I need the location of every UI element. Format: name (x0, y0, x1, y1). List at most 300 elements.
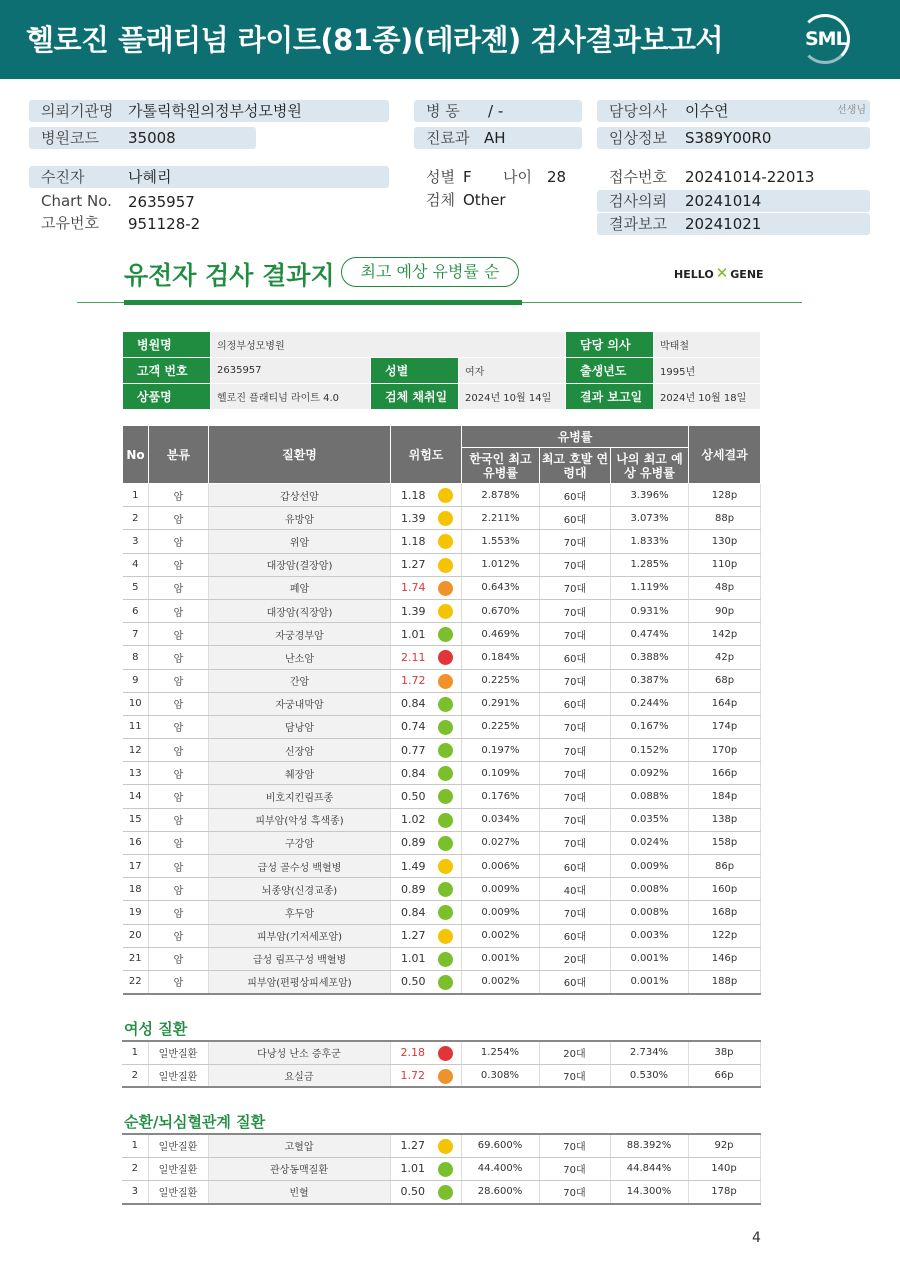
specimen-label: 검체 (426, 191, 455, 209)
row-korean-prevalence: 44.400% (461, 1157, 539, 1180)
info-value: 2024년 10월 18일 (654, 384, 761, 410)
table-row (122, 1134, 760, 1157)
risk-level-yellow-dot-icon (438, 488, 453, 503)
col-no: No (123, 426, 149, 484)
row-detail-page: 90p (689, 599, 761, 622)
row-disease: 급성 골수성 백혈병 (209, 855, 391, 878)
row-detail-page: 170p (689, 739, 761, 762)
risk-value: 0.50 (400, 1185, 425, 1199)
risk-value: 1.27 (401, 558, 426, 572)
risk-value: 0.74 (401, 720, 426, 734)
row-detail-page: 168p (689, 901, 761, 924)
row-my-prevalence: 0.530% (610, 1064, 688, 1087)
row-risk (390, 1134, 461, 1157)
row-my-prevalence: 0.387% (611, 669, 689, 692)
row-category: 암 (149, 739, 209, 762)
hellogene-logo (674, 264, 764, 282)
risk-level-red-dot-icon (438, 650, 453, 665)
row-my-prevalence: 0.008% (611, 878, 689, 901)
row-detail-page: 174p (689, 715, 761, 738)
row-peak-age: 70대 (540, 831, 611, 854)
table-row (123, 576, 761, 599)
row-category: 암 (149, 947, 209, 970)
info-key: 고객 번호 (123, 358, 211, 384)
row-korean-prevalence: 0.184% (462, 646, 540, 669)
row-number: 3 (122, 1180, 148, 1203)
row-category: 암 (149, 901, 209, 924)
row-peak-age: 60대 (540, 484, 611, 507)
row-korean-prevalence: 0.109% (462, 762, 540, 785)
institution-label: 의뢰기관명 (41, 102, 114, 120)
row-peak-age: 70대 (540, 576, 611, 599)
info-row (123, 332, 761, 358)
row-detail-page: 160p (689, 878, 761, 901)
risk-level-orange-dot-icon (438, 674, 453, 689)
institution-value: 가톨릭학원의정부성모병원 (128, 102, 302, 120)
risk-value: 0.84 (401, 766, 426, 780)
row-risk (391, 878, 462, 901)
row-korean-prevalence: 1.553% (462, 530, 540, 553)
report-value: 20241021 (685, 215, 762, 233)
row-number: 8 (123, 646, 149, 669)
ward-value: / - (488, 102, 504, 120)
row-my-prevalence: 0.167% (611, 715, 689, 738)
row-detail-page: 166p (689, 762, 761, 785)
clinical-field (597, 127, 870, 149)
table-row (123, 599, 761, 622)
row-risk (391, 599, 462, 622)
row-korean-prevalence: 0.027% (462, 831, 540, 854)
row-number: 17 (123, 855, 149, 878)
info-key: 출생년도 (566, 358, 654, 384)
row-category: 암 (149, 808, 209, 831)
row-category: 일반질환 (148, 1041, 208, 1064)
row-korean-prevalence: 0.643% (462, 576, 540, 599)
row-peak-age: 70대 (540, 715, 611, 738)
row-my-prevalence: 0.024% (611, 831, 689, 854)
row-korean-prevalence: 0.006% (462, 855, 540, 878)
row-number: 10 (123, 692, 149, 715)
row-my-prevalence: 0.092% (611, 762, 689, 785)
doctor-label: 담당의사 (609, 102, 667, 120)
row-risk (391, 924, 462, 947)
row-category: 암 (149, 623, 209, 646)
col-category: 분류 (149, 426, 209, 484)
report-header-bar (0, 0, 900, 79)
table-row (122, 1064, 760, 1087)
row-number: 21 (123, 947, 149, 970)
row-peak-age: 70대 (539, 1134, 610, 1157)
risk-level-green-dot-icon (438, 627, 453, 642)
risk-value: 1.01 (400, 1162, 425, 1176)
table-row (122, 1041, 760, 1064)
report-field (597, 213, 870, 235)
row-detail-page: 184p (689, 785, 761, 808)
row-peak-age: 70대 (539, 1157, 610, 1180)
row-peak-age: 60대 (540, 855, 611, 878)
row-peak-age: 70대 (539, 1064, 610, 1087)
patient-value: 나혜리 (128, 168, 172, 186)
table-row (123, 669, 761, 692)
row-risk (391, 646, 462, 669)
row-peak-age: 20대 (540, 947, 611, 970)
uid-value: 951128-2 (128, 215, 201, 233)
info-row (123, 384, 761, 410)
row-detail-page: 158p (689, 831, 761, 854)
risk-level-green-dot-icon (438, 975, 453, 990)
row-number: 11 (123, 715, 149, 738)
table-row (123, 507, 761, 530)
row-number: 3 (123, 530, 149, 553)
sml-logo-text: SML (805, 28, 847, 50)
row-number: 9 (123, 669, 149, 692)
row-my-prevalence: 3.396% (611, 484, 689, 507)
row-category: 암 (149, 646, 209, 669)
title-underline (124, 300, 522, 305)
table-row (123, 901, 761, 924)
table-row (122, 1157, 760, 1180)
info-row (123, 358, 761, 384)
row-disease: 담낭암 (209, 715, 391, 738)
clinical-value: S389Y00R0 (685, 129, 772, 147)
age-label: 나이 (503, 168, 532, 186)
row-korean-prevalence: 0.176% (462, 785, 540, 808)
recv-label: 접수번호 (609, 168, 667, 186)
hospcode-field (29, 127, 256, 149)
table-row (123, 692, 761, 715)
risk-value: 0.77 (401, 743, 426, 757)
row-category: 암 (149, 831, 209, 854)
req-label: 검사의뢰 (609, 192, 667, 210)
row-category: 암 (149, 878, 209, 901)
ward-field (414, 100, 582, 122)
row-disease: 간암 (209, 669, 391, 692)
doctor-suffix: 선생님 (837, 105, 866, 116)
hospcode-label: 병원코드 (41, 129, 99, 147)
risk-level-green-dot-icon (438, 766, 453, 781)
row-detail-page: 142p (689, 623, 761, 646)
row-number: 2 (122, 1064, 148, 1087)
row-number: 1 (123, 484, 149, 507)
row-peak-age: 60대 (540, 924, 611, 947)
row-peak-age: 60대 (540, 970, 611, 993)
info-key: 병원명 (123, 332, 211, 358)
row-category: 일반질환 (148, 1157, 208, 1180)
row-detail-page: 164p (689, 692, 761, 715)
row-peak-age: 70대 (540, 530, 611, 553)
table-row (123, 947, 761, 970)
row-category: 일반질환 (148, 1134, 208, 1157)
recv-value: 20241014-22013 (685, 168, 815, 186)
result-sheet-title: 유전자 검사 결과지 (124, 261, 335, 290)
row-risk (391, 507, 462, 530)
row-korean-prevalence: 1.254% (461, 1041, 539, 1064)
row-category: 일반질환 (148, 1180, 208, 1203)
patient-field (29, 166, 389, 188)
row-disease: 갑상선암 (209, 484, 391, 507)
row-my-prevalence: 0.931% (611, 599, 689, 622)
row-peak-age: 70대 (540, 669, 611, 692)
row-category: 암 (149, 507, 209, 530)
risk-level-yellow-dot-icon (438, 511, 453, 526)
row-peak-age: 60대 (540, 646, 611, 669)
female-section-title: 여성 질환 (124, 1020, 188, 1038)
risk-value: 0.50 (401, 790, 426, 804)
table-row (123, 484, 761, 507)
row-my-prevalence: 0.152% (611, 739, 689, 762)
row-number: 1 (122, 1041, 148, 1064)
row-risk (391, 855, 462, 878)
row-detail-page: 86p (689, 855, 761, 878)
row-my-prevalence: 44.844% (610, 1157, 688, 1180)
row-category: 암 (149, 530, 209, 553)
info-value: 2024년 10월 14일 (459, 384, 566, 410)
row-peak-age: 60대 (540, 692, 611, 715)
row-peak-age: 70대 (540, 553, 611, 576)
table-row (123, 553, 761, 576)
risk-level-orange-dot-icon (438, 581, 453, 596)
row-risk (390, 1180, 461, 1203)
row-my-prevalence: 1.285% (611, 553, 689, 576)
row-korean-prevalence: 28.600% (461, 1180, 539, 1203)
row-category: 암 (149, 970, 209, 993)
risk-level-green-dot-icon (438, 952, 453, 967)
table-row (123, 715, 761, 738)
info-value: 2635957 (211, 358, 371, 384)
dept-field (414, 127, 582, 149)
risk-level-green-dot-icon (438, 697, 453, 712)
hellogene-left: HELLO (674, 268, 714, 281)
row-detail-page: 38p (688, 1041, 760, 1064)
row-disease: 구강암 (209, 831, 391, 854)
hellogene-right: GENE (730, 268, 764, 281)
risk-value: 1.27 (401, 929, 426, 943)
report-label: 결과보고 (609, 215, 667, 233)
row-risk (391, 623, 462, 646)
row-peak-age: 20대 (539, 1041, 610, 1064)
row-category: 암 (149, 484, 209, 507)
risk-level-yellow-dot-icon (438, 604, 453, 619)
row-detail-page: 68p (689, 669, 761, 692)
row-disease: 대장암(직장암) (209, 599, 391, 622)
info-key: 담당 의사 (566, 332, 654, 358)
row-number: 2 (122, 1157, 148, 1180)
row-my-prevalence: 0.088% (611, 785, 689, 808)
row-detail-page: 188p (689, 970, 761, 993)
risk-value: 1.02 (401, 813, 426, 827)
risk-value: 1.74 (401, 581, 426, 595)
row-detail-page: 130p (689, 530, 761, 553)
info-value: 헬로진 플래티넘 라이트 4.0 (211, 384, 371, 410)
page-number: 4 (752, 1230, 761, 1246)
row-korean-prevalence: 0.002% (462, 924, 540, 947)
risk-value: 0.89 (401, 882, 426, 896)
risk-value: 1.01 (401, 952, 426, 966)
row-disease: 급성 림프구성 백혈병 (209, 947, 391, 970)
row-detail-page: 122p (689, 924, 761, 947)
sex-label: 성별 (426, 168, 455, 186)
row-korean-prevalence: 0.225% (462, 669, 540, 692)
row-disease: 신장암 (209, 739, 391, 762)
row-korean-prevalence: 0.308% (461, 1064, 539, 1087)
row-number: 19 (123, 901, 149, 924)
risk-value: 1.72 (400, 1069, 425, 1083)
sex-value: F (463, 168, 472, 186)
specimen-value: Other (463, 191, 506, 209)
row-korean-prevalence: 0.197% (462, 739, 540, 762)
hospcode-value: 35008 (128, 129, 176, 147)
risk-level-green-dot-icon (438, 905, 453, 920)
table-row (123, 970, 761, 993)
row-risk (391, 947, 462, 970)
row-disease: 고혈압 (208, 1134, 390, 1157)
row-disease: 피부암(악성 흑색종) (209, 808, 391, 831)
row-number: 15 (123, 808, 149, 831)
row-disease: 피부암(편평상피세포암) (209, 970, 391, 993)
row-peak-age: 60대 (540, 507, 611, 530)
row-my-prevalence: 3.073% (611, 507, 689, 530)
row-category: 암 (149, 715, 209, 738)
risk-level-green-dot-icon (438, 813, 453, 828)
row-category: 암 (149, 669, 209, 692)
row-disease: 폐암 (209, 576, 391, 599)
row-peak-age: 70대 (539, 1180, 610, 1203)
row-risk (391, 901, 462, 924)
row-risk (391, 715, 462, 738)
risk-level-green-dot-icon (438, 743, 453, 758)
risk-level-orange-dot-icon (438, 1069, 453, 1084)
age-value: 28 (547, 168, 567, 186)
row-disease: 요실금 (208, 1064, 390, 1087)
cardio-results-table (122, 1133, 761, 1205)
row-risk (390, 1041, 461, 1064)
row-detail-page: 88p (689, 507, 761, 530)
row-disease: 비호지킨림프종 (209, 785, 391, 808)
row-korean-prevalence: 0.009% (462, 878, 540, 901)
row-number: 13 (123, 762, 149, 785)
risk-value: 0.50 (401, 975, 426, 989)
row-korean-prevalence: 0.034% (462, 808, 540, 831)
row-risk (391, 484, 462, 507)
risk-level-green-dot-icon (438, 720, 453, 735)
table-row (123, 924, 761, 947)
row-number: 5 (123, 576, 149, 599)
table-row (123, 831, 761, 854)
row-risk (391, 669, 462, 692)
risk-value: 1.27 (400, 1139, 425, 1153)
risk-level-green-dot-icon (438, 789, 453, 804)
row-peak-age: 70대 (540, 762, 611, 785)
row-disease: 췌장암 (209, 762, 391, 785)
row-disease: 빈혈 (208, 1180, 390, 1203)
info-key: 검체 채취일 (371, 384, 459, 410)
row-category: 암 (149, 599, 209, 622)
risk-level-yellow-dot-icon (438, 929, 453, 944)
table-row (122, 1180, 760, 1203)
risk-level-yellow-dot-icon (438, 558, 453, 573)
row-number: 16 (123, 831, 149, 854)
row-my-prevalence: 0.003% (611, 924, 689, 947)
female-results-table (122, 1040, 761, 1088)
col-prevalence: 유병률 (462, 426, 689, 448)
sort-order-pill: 최고 예상 유병률 순 (341, 257, 519, 287)
row-my-prevalence: 1.119% (611, 576, 689, 599)
row-disease: 피부암(기저세포암) (209, 924, 391, 947)
risk-value: 1.39 (401, 604, 426, 618)
table-row (123, 855, 761, 878)
row-category: 암 (149, 692, 209, 715)
info-key: 성별 (371, 358, 459, 384)
risk-value: 2.18 (400, 1046, 425, 1060)
clinical-label: 임상정보 (609, 129, 667, 147)
req-value: 20241014 (685, 192, 762, 210)
row-disease: 난소암 (209, 646, 391, 669)
row-disease: 자궁경부암 (209, 623, 391, 646)
doctor-value: 이수연 (685, 102, 729, 120)
row-category: 암 (149, 553, 209, 576)
row-detail-page: 66p (688, 1064, 760, 1087)
risk-value: 1.18 (401, 488, 426, 502)
info-value: 여자 (459, 358, 566, 384)
risk-value: 1.18 (401, 534, 426, 548)
row-number: 22 (123, 970, 149, 993)
table-row (123, 646, 761, 669)
chart-label: Chart No. (41, 192, 112, 210)
col-korean-prevalence: 한국인 최고 유병률 (462, 448, 540, 484)
row-peak-age: 70대 (540, 901, 611, 924)
table-row (123, 785, 761, 808)
row-category: 암 (149, 762, 209, 785)
row-korean-prevalence: 2.878% (462, 484, 540, 507)
table-row (123, 762, 761, 785)
info-value: 박태철 (654, 332, 761, 358)
risk-level-yellow-dot-icon (438, 534, 453, 549)
patient-label: 수진자 (41, 168, 85, 186)
row-detail-page: 178p (688, 1180, 760, 1203)
row-my-prevalence: 14.300% (610, 1180, 688, 1203)
table-row (123, 878, 761, 901)
row-my-prevalence: 0.001% (611, 947, 689, 970)
dept-value: AH (484, 129, 506, 147)
row-my-prevalence: 0.474% (611, 623, 689, 646)
row-detail-page: 42p (689, 646, 761, 669)
chart-value: 2635957 (128, 193, 195, 211)
row-risk (391, 831, 462, 854)
col-my-prevalence: 나의 최고 예상 유병률 (611, 448, 689, 484)
row-korean-prevalence: 0.002% (462, 970, 540, 993)
row-number: 20 (123, 924, 149, 947)
institution-field (29, 100, 389, 122)
row-disease: 뇌종양(신경교종) (209, 878, 391, 901)
row-category: 암 (149, 855, 209, 878)
row-category: 일반질환 (148, 1064, 208, 1087)
row-peak-age: 70대 (540, 785, 611, 808)
row-my-prevalence: 1.833% (611, 530, 689, 553)
row-risk (391, 785, 462, 808)
row-my-prevalence: 0.009% (611, 855, 689, 878)
row-risk (391, 970, 462, 993)
col-peak-age: 최고 호발 연령대 (540, 448, 611, 484)
hellogene-mark-icon: ✕ (715, 264, 729, 282)
row-number: 1 (122, 1134, 148, 1157)
risk-value: 1.49 (401, 859, 426, 873)
row-detail-page: 138p (689, 808, 761, 831)
report-title: 헬로진 플래티넘 라이트(81종)(테라젠) 검사결과보고서 (26, 23, 723, 57)
row-number: 18 (123, 878, 149, 901)
risk-value: 0.84 (401, 697, 426, 711)
row-category: 암 (149, 924, 209, 947)
info-key: 상품명 (123, 384, 211, 410)
